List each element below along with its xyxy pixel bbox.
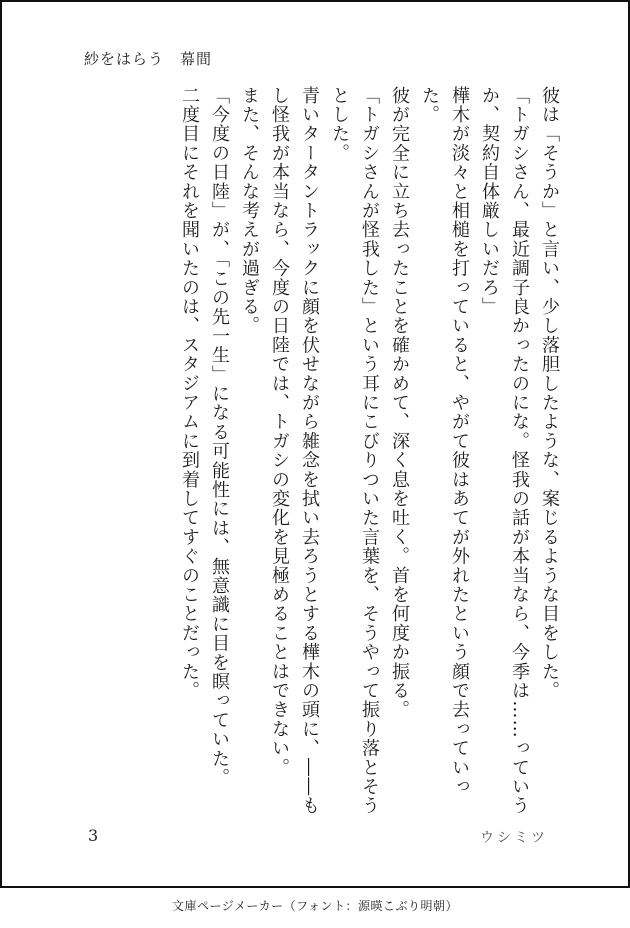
paragraph: 彼が完全に立ち去ったことを確かめて、深く息を吐く。首を何度か振る。 bbox=[389, 86, 410, 720]
author-name: ウシミツ bbox=[480, 830, 548, 846]
page-header-title: 紗をはらう 幕間 bbox=[84, 50, 213, 68]
page-number: 3 bbox=[88, 826, 99, 845]
footer-credit: 文庫ページメーカー（フォント：源暎こぶり明朝） bbox=[171, 899, 459, 913]
paragraph: 「今度の日陸」が、「この先一生」になる可能性には、無意識に目を瞑っていた。 bbox=[209, 86, 230, 788]
paragraph: 樺木が淡々と相槌を打っていると、やがて彼はあてが外れたという顔で去っていった。 bbox=[419, 86, 470, 797]
paragraph: また、そんな考えが過ぎる。 bbox=[239, 86, 260, 336]
paragraph: 「トガシさんが怪我した」という耳にこびりついた言葉を、そうやって振り落とそうとした。 bbox=[329, 86, 380, 816]
vertical-body-text bbox=[174, 86, 564, 826]
paragraph: 彼は「そうか」と言い、少し落胆したような、案じるような目をした。 bbox=[539, 86, 560, 701]
paragraph: 「トガシさん、最近調子良かったのにな。怪我の話が本当なら、今季は……っていうか、契約自体厳しいだろ」 bbox=[479, 86, 530, 816]
paragraph: 青いタータントラックに顔を伏せながら雑念を拭い去ろうとする樺木の頭に、――もし怪我が本当なら、今度の日陸では、トガシの変化を見極めることはできない。 bbox=[269, 86, 320, 816]
paragraph: 二度目にそれを聞いたのは、スタジアムに到着してすぐのことだった。 bbox=[179, 86, 200, 701]
